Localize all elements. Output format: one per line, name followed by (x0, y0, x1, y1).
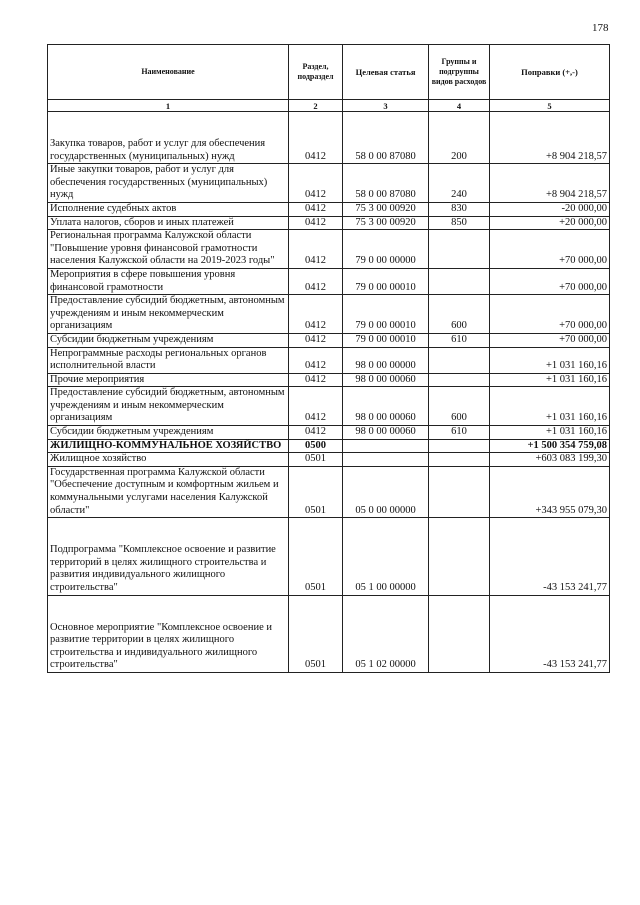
row-amount: +70 000,00 (490, 230, 610, 269)
row-target: 58 0 00 87080 (343, 164, 429, 203)
row-target: 05 1 00 00000 (343, 518, 429, 595)
row-group (429, 453, 490, 467)
row-amount: +70 000,00 (490, 295, 610, 334)
row-group: 610 (429, 333, 490, 347)
table-row (48, 466, 610, 517)
row-amount: +70 000,00 (490, 268, 610, 294)
row-target: 79 0 00 00010 (343, 295, 429, 334)
table-row (48, 518, 610, 595)
row-name: Прочие мероприятия (48, 373, 289, 387)
row-target: 98 0 00 00060 (343, 426, 429, 440)
row-name: Исполнение судебных актов (48, 202, 289, 216)
row-amount: +603 083 199,30 (490, 453, 610, 467)
row-name: Государственная программа Калужской области "Обеспечение доступным и комфортным жильем и коммунальными услугами населения Калужской области" (48, 466, 289, 517)
row-section: 0412 (289, 268, 343, 294)
row-amount: +343 955 079,30 (490, 466, 610, 517)
row-name: Жилищное хозяйство (48, 453, 289, 467)
column-number: 2 (289, 100, 343, 112)
row-name: Мероприятия в сфере повышения уровня финансовой грамотности (48, 268, 289, 294)
table-row (48, 453, 610, 467)
column-number: 3 (343, 100, 429, 112)
row-section: 0500 (289, 439, 343, 453)
row-section: 0412 (289, 112, 343, 164)
row-amount: -20 000,00 (490, 202, 610, 216)
row-amount: +1 031 160,16 (490, 387, 610, 426)
row-target: 98 0 00 00000 (343, 347, 429, 373)
row-target: 79 0 00 00010 (343, 268, 429, 294)
row-section: 0412 (289, 202, 343, 216)
row-name-text: Закупка товаров, работ и услуг для обеспечения государственных (муниципальных) нужд (50, 138, 266, 162)
row-target: 79 0 00 00010 (343, 333, 429, 347)
table-row (48, 426, 610, 440)
row-name: Предоставление субсидий бюджетным, автономным учреждениям и иным некоммерческим организациям (48, 295, 289, 334)
table-row (48, 333, 610, 347)
row-section: 0412 (289, 426, 343, 440)
column-number: 1 (48, 100, 289, 112)
row-group (429, 230, 490, 269)
row-section: 0412 (289, 387, 343, 426)
row-target: 58 0 00 87080 (343, 112, 429, 164)
row-group (429, 518, 490, 595)
row-section: 0412 (289, 295, 343, 334)
table-row (48, 439, 610, 453)
row-amount: +1 031 160,16 (490, 426, 610, 440)
table-row (48, 216, 610, 230)
row-amount: +20 000,00 (490, 216, 610, 230)
table-row (48, 202, 610, 216)
table-row (48, 164, 610, 203)
row-section: 0501 (289, 453, 343, 467)
row-amount: -43 153 241,77 (490, 595, 610, 672)
row-group: 600 (429, 387, 490, 426)
row-section: 0412 (289, 230, 343, 269)
row-section: 0501 (289, 518, 343, 595)
row-amount: +1 031 160,16 (490, 347, 610, 373)
row-group (429, 439, 490, 453)
row-amount: +70 000,00 (490, 333, 610, 347)
row-section: 0412 (289, 164, 343, 203)
row-name (48, 112, 289, 164)
row-section: 0412 (289, 347, 343, 373)
row-amount: +8 904 218,57 (490, 112, 610, 164)
table-row (48, 595, 610, 672)
table-row (48, 268, 610, 294)
row-amount: +1 031 160,16 (490, 373, 610, 387)
row-name: Субсидии бюджетным учреждениям (48, 426, 289, 440)
row-target: 75 3 00 00920 (343, 202, 429, 216)
row-target (343, 453, 429, 467)
row-target: 75 3 00 00920 (343, 216, 429, 230)
column-number: 4 (429, 100, 490, 112)
header-groups: Группы и подгруппы видов расходов (429, 45, 490, 100)
row-amount: -43 153 241,77 (490, 518, 610, 595)
row-section: 0501 (289, 595, 343, 672)
row-section: 0412 (289, 373, 343, 387)
row-group (429, 373, 490, 387)
row-name: Предоставление субсидий бюджетным, автономным учреждениям и иным некоммерческим организациям (48, 387, 289, 426)
header-amendments: Поправки (+,-) (490, 45, 610, 100)
row-name: Субсидии бюджетным учреждениям (48, 333, 289, 347)
row-name: Уплата налогов, сборов и иных платежей (48, 216, 289, 230)
column-number: 5 (490, 100, 610, 112)
table-row (48, 295, 610, 334)
row-section: 0501 (289, 466, 343, 517)
row-group: 240 (429, 164, 490, 203)
column-number-row (48, 100, 610, 112)
row-name (48, 518, 289, 595)
row-name (48, 595, 289, 672)
row-group: 830 (429, 202, 490, 216)
header-name: Наименование (48, 45, 289, 100)
header-target: Целевая статья (343, 45, 429, 100)
row-group (429, 466, 490, 517)
row-target: 98 0 00 00060 (343, 387, 429, 426)
row-group: 610 (429, 426, 490, 440)
row-target (343, 439, 429, 453)
row-group (429, 347, 490, 373)
row-group (429, 268, 490, 294)
table-row (48, 230, 610, 269)
row-name: Иные закупки товаров, работ и услуг для обеспечения государственных (муниципальных) нужд (48, 164, 289, 203)
table-row (48, 347, 610, 373)
row-target: 05 0 00 00000 (343, 466, 429, 517)
row-name: ЖИЛИЩНО-КОММУНАЛЬНОЕ ХОЗЯЙСТВО (48, 439, 289, 453)
row-section: 0412 (289, 333, 343, 347)
row-group (429, 595, 490, 672)
row-group: 850 (429, 216, 490, 230)
table-row (48, 373, 610, 387)
budget-amendments-table (47, 44, 610, 673)
row-target: 79 0 00 00000 (343, 230, 429, 269)
row-target: 05 1 02 00000 (343, 595, 429, 672)
table-row (48, 112, 610, 164)
row-amount: +1 500 354 759,08 (490, 439, 610, 453)
header-section: Раздел, подраздел (289, 45, 343, 100)
table-row (48, 387, 610, 426)
table-header-row (48, 45, 610, 100)
row-group: 600 (429, 295, 490, 334)
page-number: 178 (592, 22, 609, 34)
row-name: Региональная программа Калужской области "Повышение уровня финансовой грамотности населения Калужской области на 2019-2023 годы" (48, 230, 289, 269)
row-section: 0412 (289, 216, 343, 230)
row-group: 200 (429, 112, 490, 164)
row-target: 98 0 00 00060 (343, 373, 429, 387)
row-name: Непрограммные расходы региональных органов исполнительной власти (48, 347, 289, 373)
row-name-text: Основное мероприятие "Комплексное освоение и развитие территории в целях жилищного строительства и индивидуального жилищного строительства" (50, 621, 272, 671)
row-name-text: Подпрограмма "Комплексное освоение и развитие территорий в целях жилищного строительства и развития индивидуального жилищного строительства" (50, 544, 276, 593)
row-amount: +8 904 218,57 (490, 164, 610, 203)
